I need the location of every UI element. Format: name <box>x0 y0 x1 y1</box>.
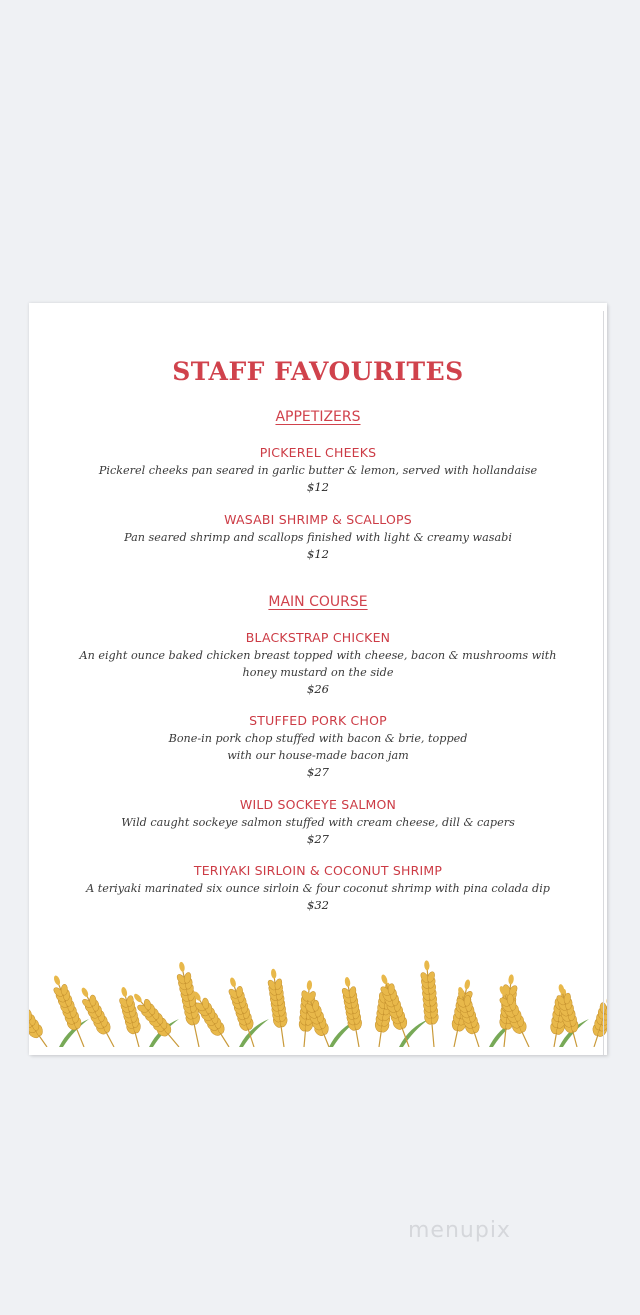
menu-item <box>29 796 607 848</box>
item-description: Pan seared shrimp and scallops finished with light & creamy wasabi <box>124 531 512 544</box>
item-description: Wild caught sockeye salmon stuffed with cream cheese, dill & capers <box>121 816 515 829</box>
wheat-stalk <box>29 994 54 1047</box>
item-price: $12 <box>307 480 329 494</box>
wheat-stalk <box>75 984 121 1047</box>
wheat-stalk <box>115 985 147 1047</box>
item-price: $27 <box>307 765 329 779</box>
item-description: An eight ounce baked chicken breast topped with cheese, bacon & mushrooms with honey mustard on the side <box>79 649 557 679</box>
section-heading-appetizers: APPETIZERS <box>275 409 361 425</box>
item-price: $26 <box>307 682 329 696</box>
item-name: TERIYAKI SIRLOIN & COCONUT SHRIMP <box>193 863 443 878</box>
item-description: A teriyaki marinated six ounce sirloin & four coconut shrimp with pina colada dip <box>86 882 550 895</box>
wheat-stalk <box>338 976 367 1047</box>
section-heading-main-course: MAIN COURSE <box>268 594 368 610</box>
wheat-stalk <box>586 992 607 1047</box>
wheat-stalk <box>418 960 442 1047</box>
menu-item <box>29 444 607 496</box>
menu-item <box>29 511 607 563</box>
item-name: BLACKSTRAP CHICKEN <box>245 630 391 645</box>
wheat-border-illustration <box>29 957 607 1047</box>
menu-card <box>29 303 607 1055</box>
item-price: $32 <box>307 898 329 912</box>
item-name: WILD SOCKEYE SALMON <box>239 797 397 812</box>
item-name: PICKEREL CHEEKS <box>259 445 377 460</box>
menu-title: STAFF FAVOURITES <box>172 357 464 386</box>
wheat-stalk <box>265 968 293 1047</box>
wheat-stalk <box>223 975 262 1047</box>
watermark-logo: menupix <box>408 1218 511 1243</box>
item-price: $12 <box>307 547 329 561</box>
item-name: WASABI SHRIMP & SCALLOPS <box>224 512 412 527</box>
menu-item <box>29 712 607 781</box>
menu-item <box>29 629 607 698</box>
item-price: $27 <box>307 832 329 846</box>
menu-item <box>29 862 607 914</box>
item-description: Bone-in pork chop stuffed with bacon & brie, topped with our house-made bacon jam <box>168 732 468 762</box>
item-name: STUFFED PORK CHOP <box>249 713 387 728</box>
item-description: Pickerel cheeks pan seared in garlic butter & lemon, served with hollandaise <box>98 464 538 477</box>
